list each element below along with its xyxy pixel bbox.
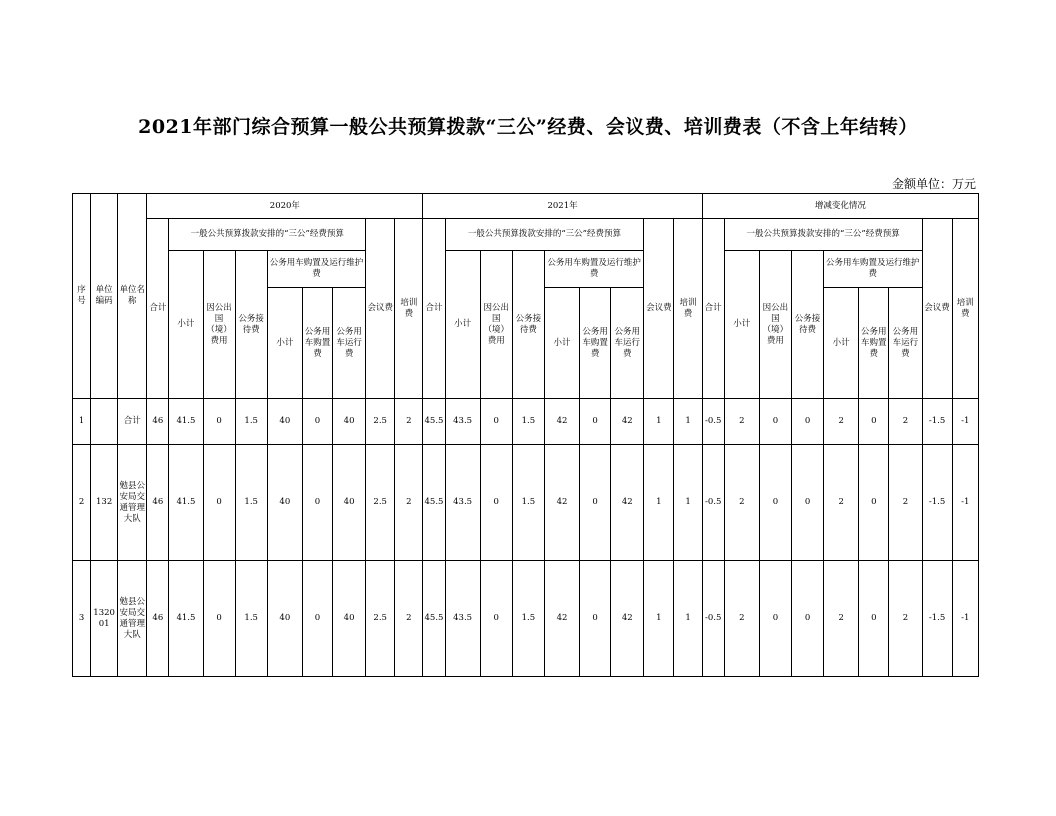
cell-y2021-value: 1.5 (512, 399, 544, 445)
cell-y2021-value: 42 (544, 561, 579, 677)
cell-y2021-value: 45.5 (423, 561, 445, 677)
cell-y2021-value: 42 (611, 445, 644, 561)
header-2020-vehicle: 公务用车购置及运行维护费 (267, 251, 365, 288)
header-2020-total: 合计 (147, 219, 169, 399)
cell-y2021-value: 42 (611, 399, 644, 445)
cell-y2021-value: 0 (580, 399, 611, 445)
header-2021-vehicle: 公务用车购置及运行维护费 (544, 251, 643, 288)
header-change-total: 合计 (702, 219, 724, 399)
cell-y2021-value: 45.5 (423, 399, 445, 445)
header-row-sub (73, 251, 979, 288)
cell-change-value: -1 (952, 561, 978, 677)
header-2021-total: 合计 (423, 219, 445, 399)
cell-change-value: 0 (859, 561, 889, 677)
cell-seq: 1 (73, 399, 91, 445)
cell-y2020-value: 41.5 (169, 399, 203, 445)
cell-y2021-value: 0 (480, 399, 512, 445)
header-2021-sangong: 一般公共预算拨款安排的“三公”经费预算 (445, 219, 644, 251)
cell-y2021-value: 1 (674, 399, 702, 445)
cell-change-value: -1.5 (922, 445, 952, 561)
cell-change-value: -1.5 (922, 399, 952, 445)
header-change-sangong: 一般公共预算拨款安排的“三公”经费预算 (724, 219, 922, 251)
cell-y2020-value: 1.5 (235, 445, 267, 561)
cell-y2021-value: 1 (644, 399, 674, 445)
header-unit-name: 单位名称 (118, 194, 147, 399)
cell-y2021-value: 1 (674, 445, 702, 561)
header-2021-reception: 公务接待费 (512, 251, 544, 399)
cell-y2021-value: 43.5 (445, 399, 480, 445)
cell-unit-code: 132 (91, 445, 118, 561)
header-2021-subtotal: 小计 (445, 251, 480, 399)
cell-y2021-value: 42 (544, 399, 579, 445)
cell-y2021-value: 43.5 (445, 445, 480, 561)
budget-table (72, 193, 979, 677)
cell-y2021-value: 0 (480, 561, 512, 677)
header-2020-vehicle-purchase: 公务用车购置费 (302, 288, 332, 399)
header-2020-sangong: 一般公共预算拨款安排的“三公”经费预算 (169, 219, 366, 251)
cell-change-value: 2 (724, 399, 759, 445)
header-2020-meeting: 会议费 (366, 219, 395, 399)
cell-change-value: 0 (791, 399, 823, 445)
cell-change-value: 2 (889, 445, 922, 561)
cell-y2021-value: 43.5 (445, 561, 480, 677)
cell-y2020-value: 46 (147, 561, 169, 677)
header-change-reception: 公务接待费 (791, 251, 823, 399)
cell-change-value: 0 (759, 561, 791, 677)
header-year-2021: 2021年 (423, 194, 702, 219)
cell-change-value: 2 (824, 445, 859, 561)
cell-y2020-value: 41.5 (169, 561, 203, 677)
header-row-groups (73, 219, 979, 251)
header-change-vehicle-subtotal: 小计 (824, 288, 859, 399)
cell-change-value: -0.5 (702, 561, 724, 677)
header-unit-code: 单位编码 (91, 194, 118, 399)
cell-change-value: 2 (824, 399, 859, 445)
cell-change-value: -0.5 (702, 445, 724, 561)
header-2020-subtotal: 小计 (169, 251, 203, 399)
cell-change-value: 0 (759, 399, 791, 445)
cell-unit-code: 132001 (91, 561, 118, 677)
cell-y2021-value: 0 (480, 445, 512, 561)
header-2021-meeting: 会议费 (644, 219, 674, 399)
cell-change-value: 2 (724, 445, 759, 561)
header-2021-training: 培训费 (674, 219, 702, 399)
cell-change-value: -1 (952, 445, 978, 561)
amount-unit-label: 金额单位：万元 (891, 177, 976, 191)
header-change-training: 培训费 (952, 219, 978, 399)
header-change-abroad: 因公出国（境）费用 (759, 251, 791, 399)
cell-y2020-value: 40 (267, 561, 302, 677)
cell-y2020-value: 0 (203, 445, 235, 561)
header-2021-vehicle-subtotal: 小计 (544, 288, 579, 399)
cell-change-value: 0 (759, 445, 791, 561)
page-title: 2021年部门综合预算一般公共预算拨款“三公”经费、会议费、培训费表（不含上年结转） (138, 116, 918, 138)
cell-y2020-value: 0 (203, 561, 235, 677)
cell-y2020-value: 2 (395, 561, 423, 677)
cell-y2020-value: 2.5 (366, 399, 395, 445)
cell-y2020-value: 40 (333, 561, 366, 677)
cell-change-value: 0 (791, 445, 823, 561)
cell-change-value: 2 (724, 561, 759, 677)
cell-y2020-value: 1.5 (235, 399, 267, 445)
cell-y2020-value: 0 (302, 445, 332, 561)
cell-y2020-value: 2.5 (366, 445, 395, 561)
cell-change-value: 0 (791, 561, 823, 677)
cell-y2021-value: 1 (644, 561, 674, 677)
table-row (73, 561, 979, 677)
cell-change-value: 0 (859, 445, 889, 561)
table-row (73, 399, 979, 445)
cell-y2021-value: 0 (580, 561, 611, 677)
cell-unit-code (91, 399, 118, 445)
cell-y2020-value: 2 (395, 445, 423, 561)
cell-y2020-value: 40 (267, 445, 302, 561)
header-2021-abroad: 因公出国（境）费用 (480, 251, 512, 399)
cell-y2020-value: 41.5 (169, 445, 203, 561)
cell-y2020-value: 2 (395, 399, 423, 445)
cell-y2020-value: 1.5 (235, 561, 267, 677)
cell-y2020-value: 40 (267, 399, 302, 445)
header-change-vehicle-purchase: 公务用车购置费 (859, 288, 889, 399)
cell-change-value: 2 (889, 561, 922, 677)
cell-y2021-value: 1.5 (512, 561, 544, 677)
cell-y2020-value: 40 (333, 399, 366, 445)
cell-y2021-value: 1 (644, 445, 674, 561)
cell-y2020-value: 46 (147, 399, 169, 445)
header-2020-vehicle-subtotal: 小计 (267, 288, 302, 399)
header-row-years (73, 194, 979, 219)
table-row (73, 445, 979, 561)
header-change-vehicle-operation: 公务用车运行费 (889, 288, 922, 399)
cell-change-value: -1.5 (922, 561, 952, 677)
header-2020-reception: 公务接待费 (235, 251, 267, 399)
cell-y2020-value: 0 (302, 561, 332, 677)
cell-seq: 2 (73, 445, 91, 561)
header-seq: 序号 (73, 194, 91, 399)
header-2021-vehicle-operation: 公务用车运行费 (611, 288, 644, 399)
cell-unit-name: 勉县公安局交通管理大队 (118, 561, 147, 677)
cell-seq: 3 (73, 561, 91, 677)
header-change-vehicle: 公务用车购置及运行维护费 (824, 251, 922, 288)
header-year-2020: 2020年 (147, 194, 423, 219)
cell-unit-name: 勉县公安局交通管理大队 (118, 445, 147, 561)
header-2020-abroad: 因公出国（境）费用 (203, 251, 235, 399)
header-change: 增减变化情况 (702, 194, 978, 219)
cell-change-value: 0 (859, 399, 889, 445)
cell-y2020-value: 0 (203, 399, 235, 445)
header-2020-vehicle-operation: 公务用车运行费 (333, 288, 366, 399)
cell-y2021-value: 0 (580, 445, 611, 561)
cell-y2020-value: 0 (302, 399, 332, 445)
header-change-subtotal: 小计 (724, 251, 759, 399)
cell-y2021-value: 45.5 (423, 445, 445, 561)
cell-change-value: 2 (824, 561, 859, 677)
cell-y2021-value: 42 (544, 445, 579, 561)
cell-change-value: -1 (952, 399, 978, 445)
cell-change-value: -0.5 (702, 399, 724, 445)
cell-y2020-value: 40 (333, 445, 366, 561)
cell-y2020-value: 46 (147, 445, 169, 561)
header-2020-training: 培训费 (395, 219, 423, 399)
header-change-meeting: 会议费 (922, 219, 952, 399)
cell-y2020-value: 2.5 (366, 561, 395, 677)
cell-y2021-value: 1 (674, 561, 702, 677)
header-2021-vehicle-purchase: 公务用车购置费 (580, 288, 611, 399)
cell-y2021-value: 1.5 (512, 445, 544, 561)
cell-change-value: 2 (889, 399, 922, 445)
cell-y2021-value: 42 (611, 561, 644, 677)
cell-unit-name: 合计 (118, 399, 147, 445)
